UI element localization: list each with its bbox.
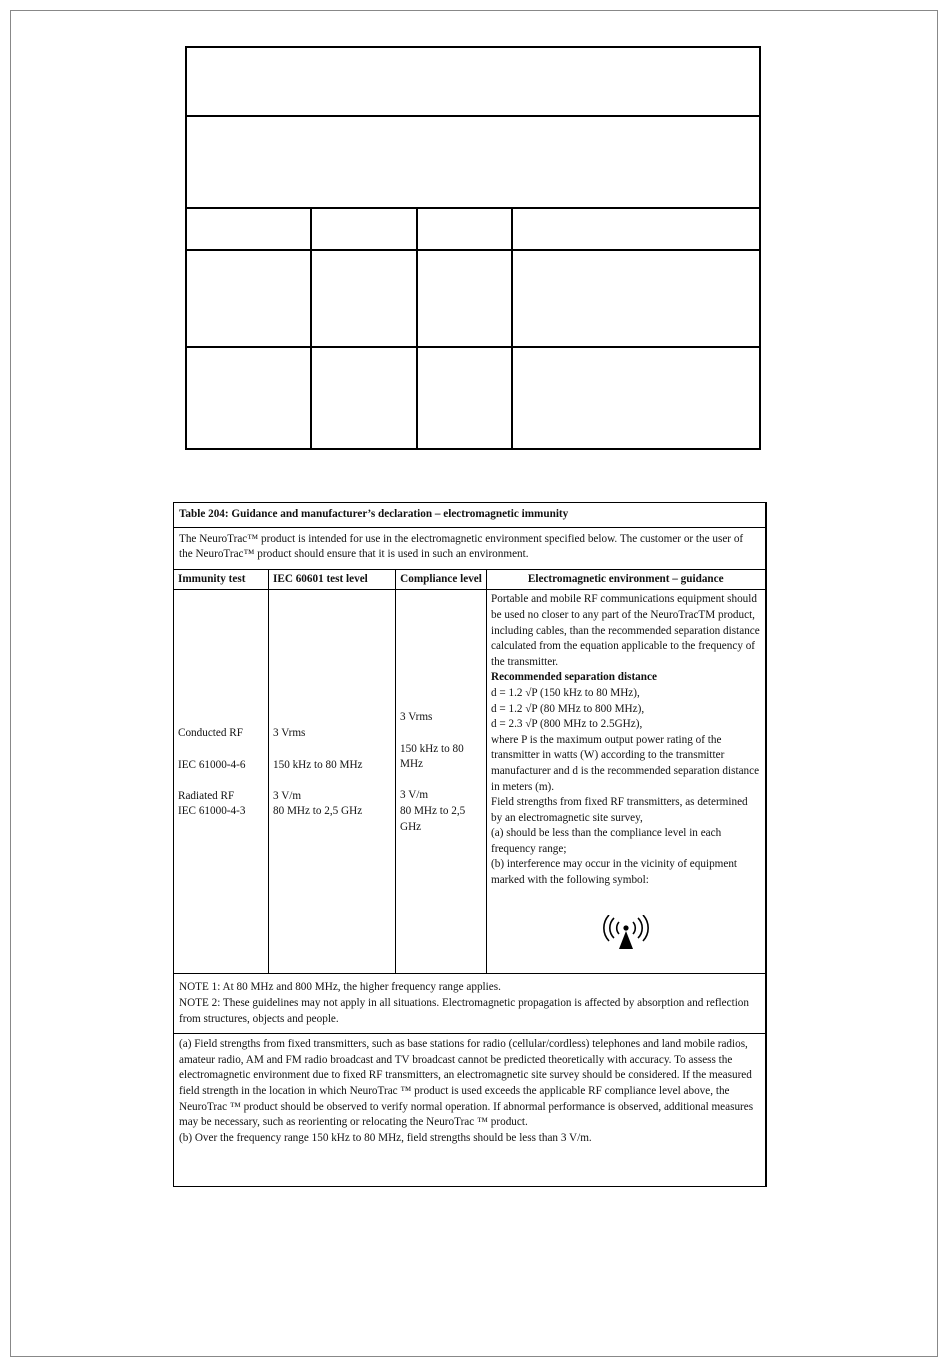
header-immunity-test: Immunity test — [174, 569, 269, 590]
header-guidance: Electromagnetic environment – guidance — [487, 569, 766, 590]
compliance-range-1: 150 kHz to 80 MHz — [400, 742, 464, 771]
empty-table-cell — [186, 250, 311, 347]
footnote-b: (b) Over the frequency range 150 kHz to 80 MHz, field strengths should be less than 3 V/m. — [179, 1131, 592, 1144]
footnotes-cell — [174, 1034, 766, 1187]
non-ionizing-radiation-icon — [600, 915, 652, 951]
equation-2: d = 1.2 √P (80 MHz to 800 MHz), — [491, 702, 645, 715]
immunity-table — [173, 502, 767, 1187]
equation-1: d = 1.2 √P (150 kHz to 80 MHz), — [491, 686, 640, 699]
empty-table-cell — [417, 208, 512, 250]
immunity-test-cell — [174, 590, 269, 974]
notes-cell — [174, 974, 766, 1034]
empty-table-cell — [512, 347, 760, 449]
empty-table-cell — [311, 250, 417, 347]
empty-table-cell — [186, 347, 311, 449]
conducted-rf: Conducted RF — [178, 727, 243, 740]
empty-table-cell — [417, 250, 512, 347]
table-title: Table 204: Guidance and manufacturer’s declaration – electromagnetic immunity — [174, 503, 766, 528]
recommended-distance-heading: Recommended separation distance — [491, 671, 657, 684]
note-1: NOTE 1: At 80 MHz and 800 MHz, the higher frequency range applies. — [179, 981, 501, 994]
radiated-rf-standard: IEC 61000-4-3 — [178, 805, 246, 818]
empty-table-cell — [512, 208, 760, 250]
guidance-para-2: where P is the maximum output power rating of the transmitter in watts (W) according to the transmitter manufacturer and d is the recommended separation distance in meters (m). — [491, 733, 760, 793]
conducted-rf-standard: IEC 61000-4-6 — [178, 758, 246, 771]
empty-table-title-row — [186, 47, 760, 116]
compliance-range-2: 80 MHz to 2,5 GHz — [400, 804, 466, 833]
footnote-a: (a) Field strengths from fixed transmitters, such as base stations for radio (cellular/cordless) telephones and land mobile radios, amateur radio, AM and FM radio broadcast and TV broadcast cannot be predicted theoretically with accuracy. To assess the electromagnetic environment due to fixed RF transmitters, an electromagnetic site survey should be considered. If the measured field strength in the location in which NeuroTrac ™ product is used exceeds the applicable RF compliance level above, the NeuroTrac ™ product should be observed to verify normal operation. If abnormal performance is observed, additional measures may be necessary, such as reorienting or relocating the NeuroTrac ™ product. — [179, 1038, 754, 1129]
empty-table-cell — [311, 208, 417, 250]
guidance-para-4: (a) should be less than the compliance level in each frequency range; — [491, 827, 722, 855]
empty-table-cell — [186, 208, 311, 250]
empty-table-cell — [417, 347, 512, 449]
note-2: NOTE 2: These guidelines may not apply in all situations. Electromagnetic propagation is affected by absorption and reflection from structures, objects and people. — [179, 996, 749, 1025]
guidance-cell — [487, 590, 766, 974]
empty-table-intro-row — [186, 116, 760, 208]
iec-level-vrms: 3 Vrms — [273, 727, 306, 740]
empty-table-cell — [311, 347, 417, 449]
equation-3: d = 2.3 √P (800 MHz to 2.5GHz), — [491, 718, 643, 731]
guidance-para-5: (b) interference may occur in the vicinity of equipment marked with the following symbol: — [491, 858, 738, 887]
table-intro: The NeuroTrac™ product is intended for use in the electromagnetic environment specified below. The customer or the user of the NeuroTrac™ product should ensure that it is used in such an environment. — [174, 527, 766, 569]
header-iec-level: IEC 60601 test level — [269, 569, 396, 590]
empty-table — [185, 46, 761, 450]
empty-table-cell — [512, 250, 760, 347]
iec-level-vm: 3 V/m — [273, 789, 302, 802]
compliance-cell — [396, 590, 487, 974]
header-compliance: Compliance level — [396, 569, 487, 590]
guidance-para-1: Portable and mobile RF communications equipment should be used no closer to any part of the NeuroTracTM product, including cables, than the recommended separation distance calculated from the equation applicable to the frequency of the transmitter. — [491, 593, 760, 668]
iec-level-cell — [269, 590, 396, 974]
iec-level-range-1: 150 kHz to 80 MHz — [273, 758, 363, 771]
compliance-vm: 3 V/m — [400, 789, 429, 802]
compliance-vrms: 3 Vrms — [400, 711, 433, 724]
iec-level-range-2: 80 MHz to 2,5 GHz — [273, 805, 363, 818]
radiated-rf: Radiated RF — [178, 789, 235, 802]
guidance-para-3: Field strengths from fixed RF transmitters, as determined by an electromagnetic site survey, — [491, 796, 748, 824]
